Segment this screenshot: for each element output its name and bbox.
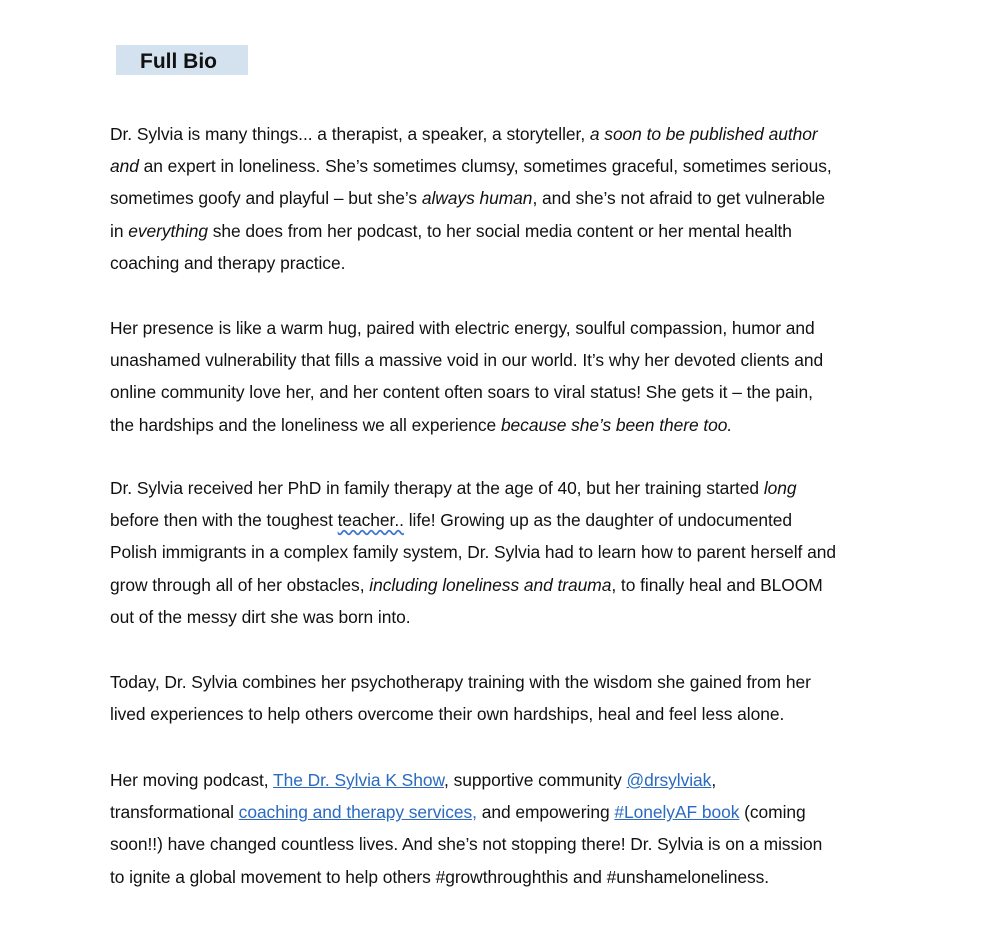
text-run: transformational (110, 802, 239, 823)
text-run: Dr. Sylvia received her PhD in family therapy at the age of 40, but her training started (110, 478, 764, 498)
bio-paragraph-3 (110, 472, 890, 633)
italic-text: a soon to be published author (589, 124, 818, 144)
text-run: Her moving podcast, (110, 770, 274, 790)
italic-text: long (763, 478, 797, 498)
italic-text: everything (128, 220, 208, 241)
text-run: (coming (739, 802, 806, 823)
page-title: Full Bio (140, 50, 217, 73)
text-line (110, 118, 890, 150)
italic-text: including loneliness and trauma (369, 574, 612, 595)
text-line: to ignite a global movement to help others #growthroughthis and #unshameloneliness. (110, 866, 770, 887)
text-run: in (110, 220, 129, 241)
text-line (110, 215, 890, 247)
bio-paragraph-2 (110, 312, 890, 441)
text-line (110, 182, 890, 214)
text-line: Today, Dr. Sylvia combines her psychotherapy training with the wisdom she gained from her (110, 672, 811, 692)
text-run: , to finally heal and BLOOM (611, 574, 823, 595)
podcast-link[interactable]: The Dr. Sylvia K Show (273, 770, 445, 790)
italic-text: and (110, 156, 139, 177)
text-run: the hardships and the loneliness we all experience (110, 414, 501, 435)
book-link[interactable]: #LonelyAF book (614, 802, 740, 823)
text-line (110, 504, 890, 536)
italic-text: always human (421, 188, 533, 209)
text-line (110, 569, 890, 601)
spellcheck-flagged-word[interactable]: teacher.. (337, 510, 404, 531)
text-line (110, 764, 890, 796)
text-run: , (711, 770, 717, 790)
text-line: online community love her, and her content often soars to viral status! She gets it – the pain, (110, 382, 813, 403)
text-line (110, 796, 890, 828)
text-run: grow through all of her obstacles, (110, 574, 370, 595)
text-run: , supportive community (444, 770, 627, 790)
text-run: before then with the toughest (110, 510, 338, 531)
text-line (110, 472, 890, 504)
community-link[interactable]: @drsylviak (626, 770, 712, 790)
text-line (110, 409, 890, 441)
text-line: unashamed vulnerability that fills a massive void in our world. It’s why her devoted clients and (110, 350, 824, 371)
text-line: Her presence is like a warm hug, paired with electric energy, soulful compassion, humor and (110, 318, 815, 338)
text-run: life! Growing up as the daughter of undocumented (403, 510, 793, 531)
text-run: she does from her podcast, to her social media content or her mental health (207, 220, 792, 241)
text-line (110, 150, 890, 182)
bio-paragraph-1 (110, 118, 890, 279)
text-line: Polish immigrants in a complex family system, Dr. Sylvia had to learn how to parent herself and (110, 542, 836, 563)
text-line: coaching and therapy practice. (110, 252, 346, 273)
text-line: out of the messy dirt she was born into. (110, 606, 411, 627)
text-run: and empowering (476, 802, 615, 823)
text-run: sometimes goofy and playful – but she’s (110, 188, 422, 209)
text-run: an expert in loneliness. She’s sometimes clumsy, sometimes graceful, sometimes serious, (138, 156, 832, 177)
text-line: lived experiences to help others overcome their own hardships, heal and feel less alone. (110, 704, 785, 725)
bio-paragraph-4 (110, 666, 890, 730)
text-line: soon!!) have changed countless lives. And she’s not stopping there! Dr. Sylvia is on a mission (110, 834, 823, 855)
text-run: , and she’s not afraid to get vulnerable (532, 188, 825, 209)
services-link[interactable]: coaching and therapy services, (238, 802, 477, 823)
text-run: Dr. Sylvia is many things... a therapist, a speaker, a storyteller, (110, 124, 590, 144)
italic-text: because she’s been there too. (500, 414, 733, 435)
bio-paragraph-5 (110, 764, 890, 893)
